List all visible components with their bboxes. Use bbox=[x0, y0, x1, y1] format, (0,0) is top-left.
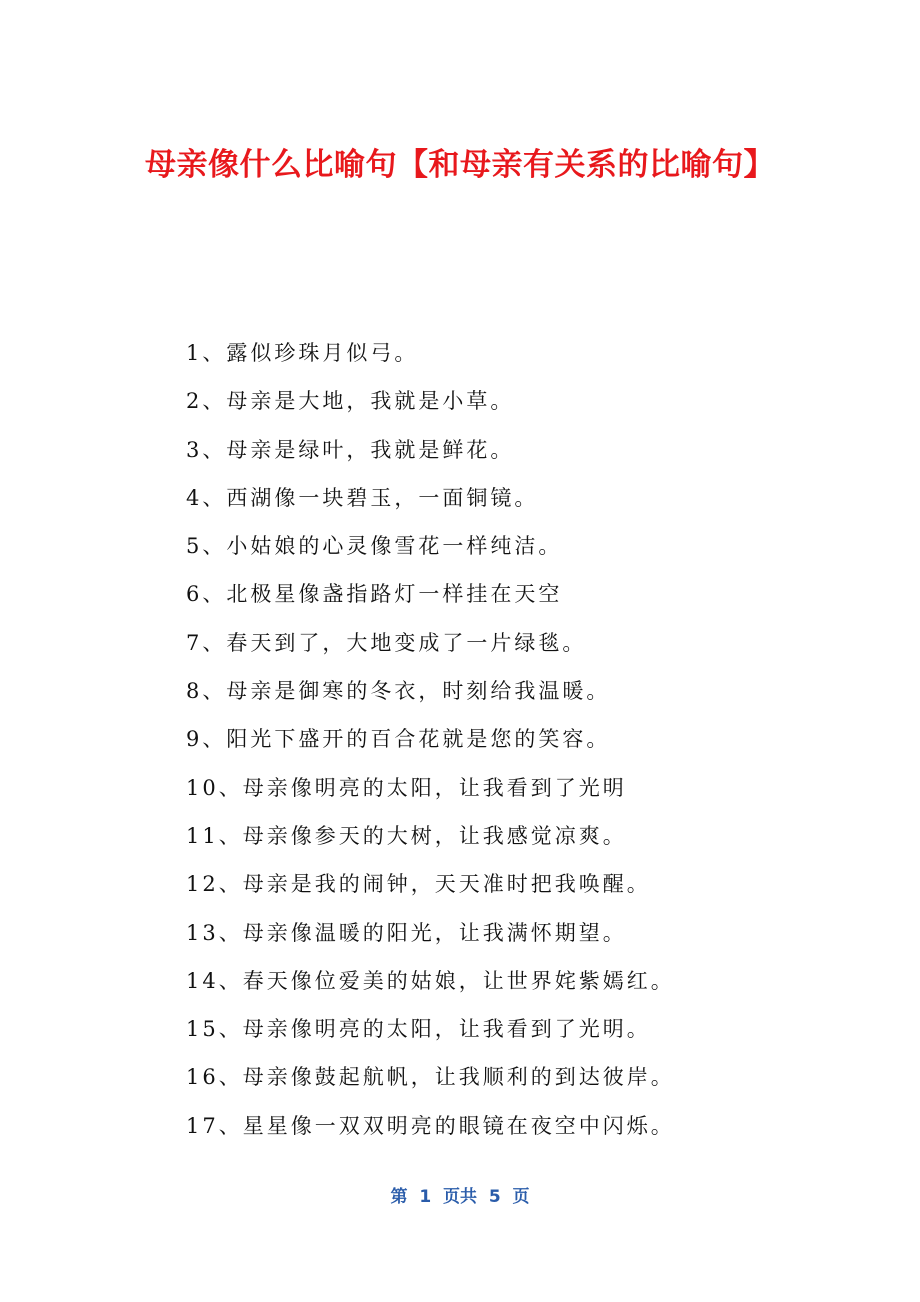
list-item: 8、母亲是御寒的冬衣，时刻给我温暖。 bbox=[186, 679, 611, 704]
list-item: 10、母亲像明亮的太阳，让我看到了光明 bbox=[186, 775, 627, 800]
list-item: 16、母亲像鼓起航帆，让我顺利的到达彼岸。 bbox=[186, 1065, 675, 1090]
list-item: 15、母亲像明亮的太阳，让我看到了光明。 bbox=[186, 1017, 651, 1042]
list-item: 5、小姑娘的心灵像雪花一样纯洁。 bbox=[186, 534, 563, 559]
list-item: 3、母亲是绿叶，我就是鲜花。 bbox=[186, 437, 515, 462]
list-item: 7、春天到了，大地变成了一片绿毯。 bbox=[186, 630, 587, 655]
list-item: 11、母亲像参天的大树，让我感觉凉爽。 bbox=[186, 823, 627, 848]
list-item: 14、春天像位爱美的姑娘，让世界姹紫嫣红。 bbox=[186, 968, 675, 993]
document-title: 母亲像什么比喻句【和母亲有关系的比喻句】 bbox=[145, 147, 775, 183]
sentence-list bbox=[186, 336, 675, 1157]
list-item: 2、母亲是大地，我就是小草。 bbox=[186, 389, 515, 414]
list-item: 12、母亲是我的闹钟，天天准时把我唤醒。 bbox=[186, 872, 651, 897]
list-item: 6、北极星像盏指路灯一样挂在天空 bbox=[186, 582, 563, 607]
list-item: 17、星星像一双双明亮的眼镜在夜空中闪烁。 bbox=[186, 1113, 675, 1138]
page-number-footer: 第 1 页共 5 页 bbox=[390, 1187, 530, 1207]
list-item: 1、露似珍珠月似弓。 bbox=[186, 341, 419, 365]
list-item: 4、西湖像一块碧玉，一面铜镜。 bbox=[186, 485, 539, 510]
list-item: 13、母亲像温暖的阳光，让我满怀期望。 bbox=[186, 920, 627, 945]
list-item: 9、阳光下盛开的百合花就是您的笑容。 bbox=[186, 727, 611, 752]
